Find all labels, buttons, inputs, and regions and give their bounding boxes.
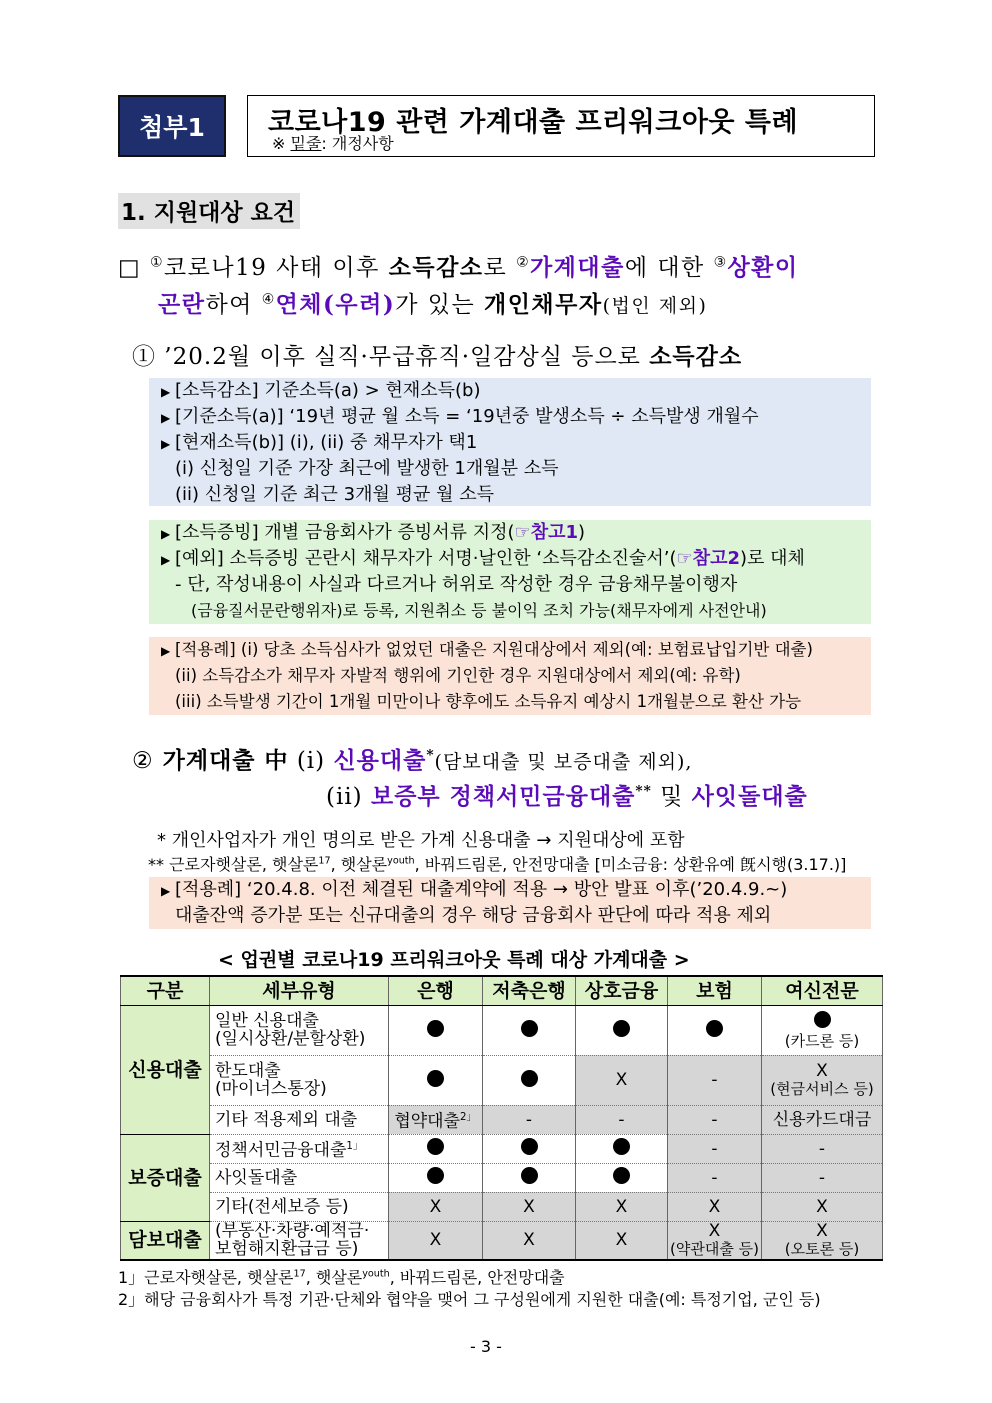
- table-caption: < 업권별 코로나19 프리워크아웃 특례 대상 가계대출 >: [218, 949, 690, 971]
- box2-line: ▶ [소득증빙] 개별 금융회사가 증빙서류 지정(☞참고1): [161, 522, 586, 543]
- cell: X (현금서비스 등): [762, 1055, 883, 1105]
- eligible-dot-icon: [613, 1167, 630, 1184]
- box3-line: ▶ [적용례] (i) 당초 소득심사가 없었던 대출은 지원대상에서 제외(예: 보험료납입기반 대출): [161, 640, 813, 659]
- subtype-cell: 기타 적용제외 대출: [210, 1105, 389, 1134]
- note1: * 개인사업자가 개인 명의로 받은 가계 신용대출 → 지원대상에 포함: [157, 830, 685, 851]
- cell: [483, 1163, 576, 1192]
- eligible-dot-icon: [521, 1070, 538, 1087]
- note2: ** 근로자햇살론, 햇살론$^{17}$, 햇살론$^{youth}$, 바꿔드림론, 안전망대출 [미소금융: 상환유예 旣시행(3.17.)]: [148, 855, 847, 874]
- table-row: [121, 1192, 883, 1221]
- loan-type-table: [120, 975, 883, 1261]
- cell: -: [576, 1105, 668, 1134]
- header-cell: 은행: [389, 976, 483, 1005]
- eligible-dot-icon: [613, 1020, 630, 1037]
- eligible-dot-icon: [427, 1020, 444, 1037]
- attachment-tag: 첨부1: [118, 95, 226, 157]
- cell: X: [576, 1221, 668, 1260]
- cell: X: [483, 1192, 576, 1221]
- main-bullet-line2: 곤란하여 ④연체(우려)가 있는 개인채무자(법인 제외): [158, 291, 708, 318]
- subtitle-note: ※ 밑줄: 개정사항: [272, 134, 394, 153]
- table-header-row: [121, 976, 883, 1005]
- footnote-2: 2」해당 금융회사가 특정 기관·단체와 협약을 맺어 그 구성원에게 지원한 대출(예: 특정기업, 군인 등): [118, 1290, 821, 1309]
- box1-line: ▶ [현재소득(b)] (i), (ii) 중 채무자가 택1: [161, 432, 478, 453]
- table-row: [121, 1055, 883, 1105]
- category-collateral: 담보대출: [121, 1221, 210, 1260]
- subtype-cell: 한도대출 (마이너스통장): [210, 1055, 389, 1105]
- cell: X: [576, 1192, 668, 1221]
- cell: (카드론 등): [762, 1005, 883, 1055]
- cell: X: [483, 1221, 576, 1260]
- box2-line: (금융질서문란행위자)로 등록, 지원취소 등 불이익 조치 가능(채무자에게 사전안내): [191, 601, 767, 620]
- table-row: [121, 1005, 883, 1055]
- cell: [483, 1055, 576, 1105]
- box4-line: 대출잔액 증가분 또는 신규대출의 경우 해당 금융회사 판단에 따라 적용 제외: [175, 905, 772, 926]
- box2-line: ▶ [예외] 소득증빙 곤란시 채무자가 서명·날인한 ‘소득감소진술서’(☞참고2)로 대체: [161, 548, 805, 569]
- cell: -: [762, 1163, 883, 1192]
- cell: [483, 1005, 576, 1055]
- box1-line: (ii) 신청일 기준 최근 3개월 평균 월 소득: [175, 484, 494, 505]
- cell: [389, 1134, 483, 1163]
- cell: [389, 1005, 483, 1055]
- header-cell: 구분: [121, 976, 210, 1005]
- cell: X (오토론 등): [762, 1221, 883, 1260]
- header-cell: 보험: [668, 976, 762, 1005]
- subtype-cell: 일반 신용대출 (일시상환/분할상환): [210, 1005, 389, 1055]
- cell: [576, 1005, 668, 1055]
- eligible-dot-icon: [814, 1011, 831, 1028]
- cell: [576, 1163, 668, 1192]
- footnote-1: 1」근로자햇살론, 햇살론$^{17}$, 햇살론$^{youth}$, 바꿔드림론, 안전망대출: [118, 1268, 565, 1287]
- header-cell: 여신전문: [762, 976, 883, 1005]
- page-title: 코로나19 관련 가계대출 프리워크아웃 특례: [268, 107, 799, 138]
- cell: [576, 1134, 668, 1163]
- eligible-dot-icon: [521, 1167, 538, 1184]
- cell: X: [762, 1192, 883, 1221]
- table-row: [121, 1163, 883, 1192]
- item2-line1: ② 가계대출 中 (i) 신용대출*(담보대출 및 보증대출 제외),: [132, 747, 693, 774]
- cell: 협약대출$^{2」}$: [389, 1105, 483, 1134]
- cell: [483, 1134, 576, 1163]
- income-criteria-box: [149, 378, 871, 506]
- main-bullet-line1: □ ①코로나19 사태 이후 소득감소로 ②가계대출에 대한 ③상환이: [118, 254, 799, 281]
- box4-line: ▶ [적용례] ‘20.4.8. 이전 체결된 대출계약에 적용 → 방안 발표 이후(’20.4.9.~): [161, 879, 788, 900]
- section-heading: 1. 지원대상 요건: [118, 193, 300, 229]
- header-cell: 상호금융: [576, 976, 668, 1005]
- cell: -: [668, 1163, 762, 1192]
- subtype-cell: (부동산·차량·예적금· 보험해지환급금 등): [210, 1221, 389, 1260]
- cell: [668, 1005, 762, 1055]
- table-row: [121, 1105, 883, 1134]
- cell: X: [389, 1192, 483, 1221]
- cell: 신용카드대금: [762, 1105, 883, 1134]
- box1-line: ▶ [기준소득(a)] ‘19년 평균 월 소득 = ‘19년중 발생소득 ÷ 소득발생 개월수: [161, 406, 759, 427]
- header-cell: 저축은행: [483, 976, 576, 1005]
- box1-line: (i) 신청일 기준 가장 최근에 발생한 1개월분 소득: [175, 458, 559, 479]
- cell: -: [668, 1134, 762, 1163]
- table-row: [121, 1134, 883, 1163]
- eligible-dot-icon: [521, 1138, 538, 1155]
- cell: -: [668, 1105, 762, 1134]
- cell: X: [668, 1192, 762, 1221]
- eligible-dot-icon: [427, 1138, 444, 1155]
- ref2-link[interactable]: ☞참고2: [676, 548, 740, 569]
- page-number: - 3 -: [470, 1337, 502, 1356]
- cell: -: [483, 1105, 576, 1134]
- cell: -: [668, 1055, 762, 1105]
- subtype-cell: 정책서민금융대출$^{1」}$: [210, 1134, 389, 1163]
- eligible-dot-icon: [427, 1070, 444, 1087]
- cell: X: [576, 1055, 668, 1105]
- cell: X (약관대출 등): [668, 1221, 762, 1260]
- box2-line: - 단, 작성내용이 사실과 다르거나 허위로 작성한 경우 금융채무불이행자: [175, 574, 738, 595]
- application-example-box: [149, 637, 871, 715]
- item1-heading: ① ’20.2월 이후 실직·무급휴직·일감상실 등으로 소득감소: [132, 343, 743, 370]
- box3-line: (ii) 소득감소가 채무자 자발적 행위에 기인한 경우 지원대상에서 제외(예: 유학): [175, 666, 741, 685]
- eligible-dot-icon: [427, 1167, 444, 1184]
- cell: [389, 1163, 483, 1192]
- cell: [389, 1055, 483, 1105]
- category-guarantee: 보증대출: [121, 1134, 210, 1221]
- table-row: [121, 1221, 883, 1260]
- eligible-dot-icon: [521, 1020, 538, 1037]
- income-proof-box: [149, 520, 871, 624]
- subtype-cell: 기타(전세보증 등): [210, 1192, 389, 1221]
- box1-line: ▶ [소득감소] 기준소득(a) > 현재소득(b): [161, 380, 481, 401]
- cell: -: [762, 1134, 883, 1163]
- box3-line: (iii) 소득발생 기간이 1개월 미만이나 향후에도 소득유지 예상시 1개월분으로 환산 가능: [175, 692, 802, 711]
- eligible-dot-icon: [706, 1020, 723, 1037]
- eligible-dot-icon: [613, 1138, 630, 1155]
- header-cell: 세부유형: [210, 976, 389, 1005]
- item2-line2: (ii) 보증부 정책서민금융대출** 및 사잇돌대출: [326, 783, 808, 810]
- date-application-box: [149, 877, 871, 929]
- ref1-link[interactable]: ☞참고1: [514, 522, 578, 543]
- cell: X: [389, 1221, 483, 1260]
- subtype-cell: 사잇돌대출: [210, 1163, 389, 1192]
- category-credit: 신용대출: [121, 1005, 210, 1134]
